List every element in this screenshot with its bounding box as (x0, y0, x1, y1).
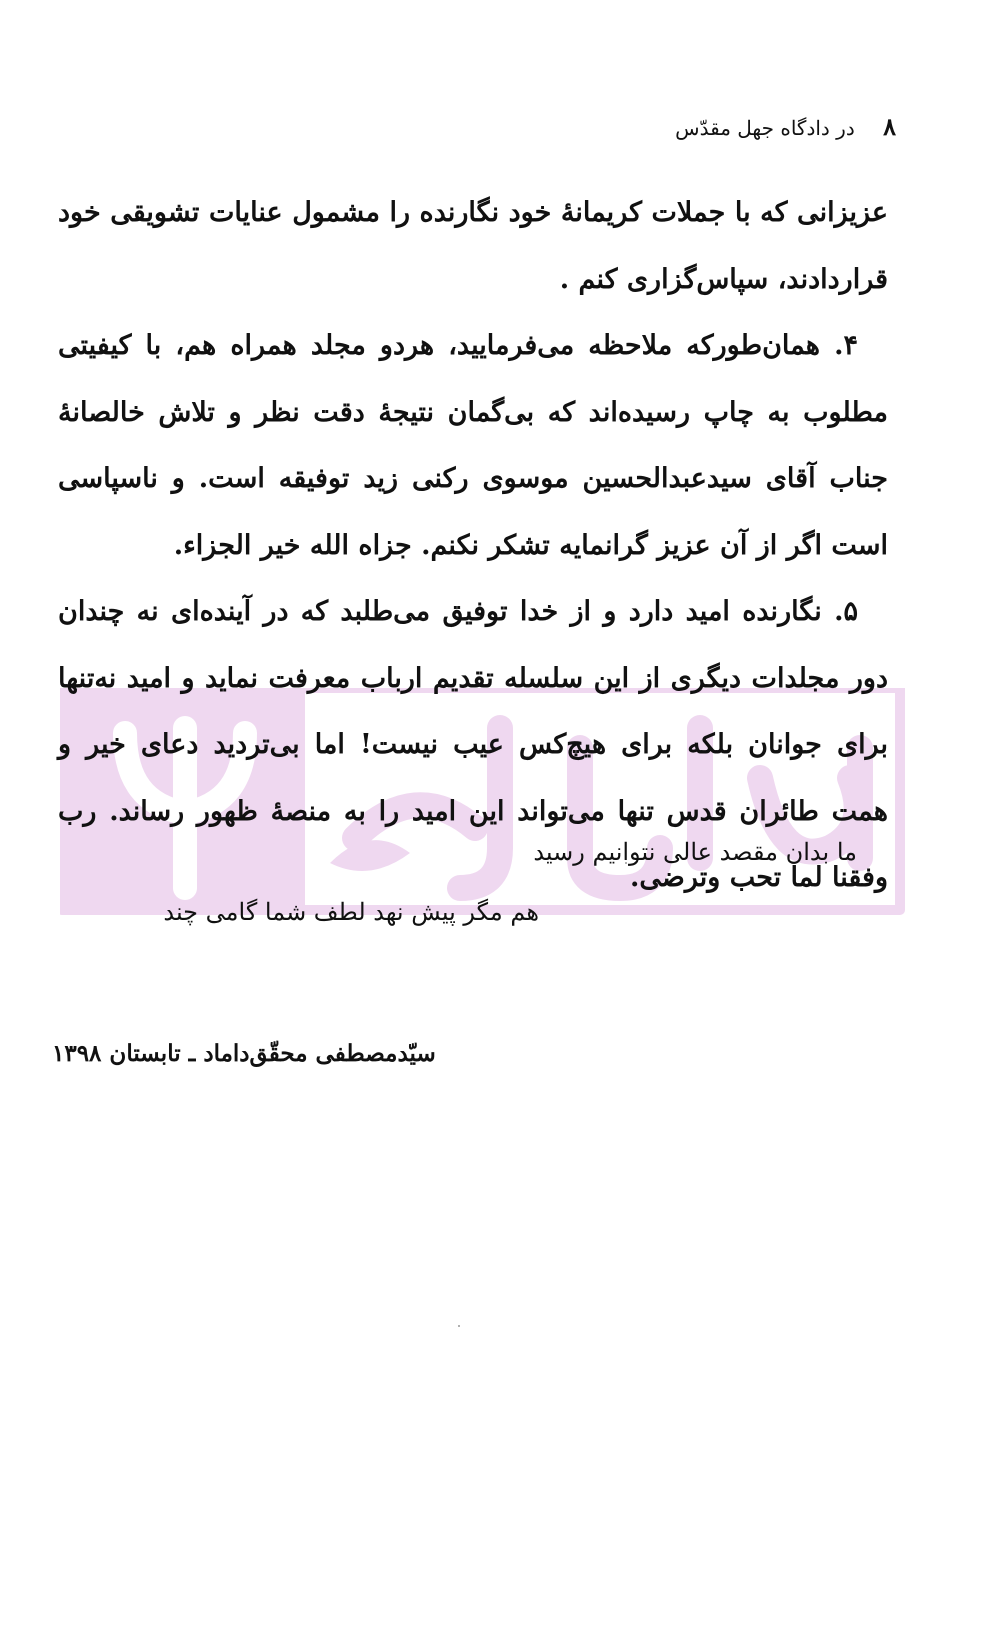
body-text (58, 180, 888, 912)
paragraph: عزیزانی که با جملات کریمانهٔ خود نگارنده را مشمول عنایات تشویقی خود قراردادند، سپاس‌گزاری کنم . (58, 197, 888, 295)
running-title: در دادگاه جهل مقدّس (675, 116, 855, 140)
running-header (596, 112, 896, 141)
paragraph: ۴. همان‌طورکه ملاحظه می‌فرمایید، هردو مجلد همراه هم، با کیفیتی مطلوب به چاپ رسیده‌اند که بی‌گمان نتیجهٔ دقت نظر و تلاش خالصانهٔ جناب آقای سیدعبدالحسین موسوی رکنی زید توفیقه است. و ناسپاسی است اگر از آن عزیز گرانمایه تشکر نکنم. جزاه الله خیر الجزاء. (58, 330, 888, 561)
poem-line: ما بدان مقصد عالی نتوانیم رسید (533, 838, 857, 866)
paragraph: ۵. نگارنده امید دارد و از خدا توفیق می‌طلبد که در آینده‌ای نه چندان دور مجلدات دیگری از این سلسله تقدیم ارباب معرفت نماید و امید نه‌تنها برای جوانان بلکه برای هیچ‌کس عیب نیست! اما بی‌تردید دعای خیر و همت طائران قدس تنها می‌تواند این امید را به منصهٔ ظهور رساند. رب وفقنا لما تحب وترضی. (58, 596, 888, 893)
page-number: ۸ (883, 112, 896, 141)
author-signature: سیّدمصطفی محقّق‌داماد ـ تابستان ۱۳۹۸ (52, 1040, 436, 1067)
print-speck (458, 1325, 460, 1327)
poem-line: هم مگر پیش نهد لطف شما گامی چند (163, 898, 539, 926)
